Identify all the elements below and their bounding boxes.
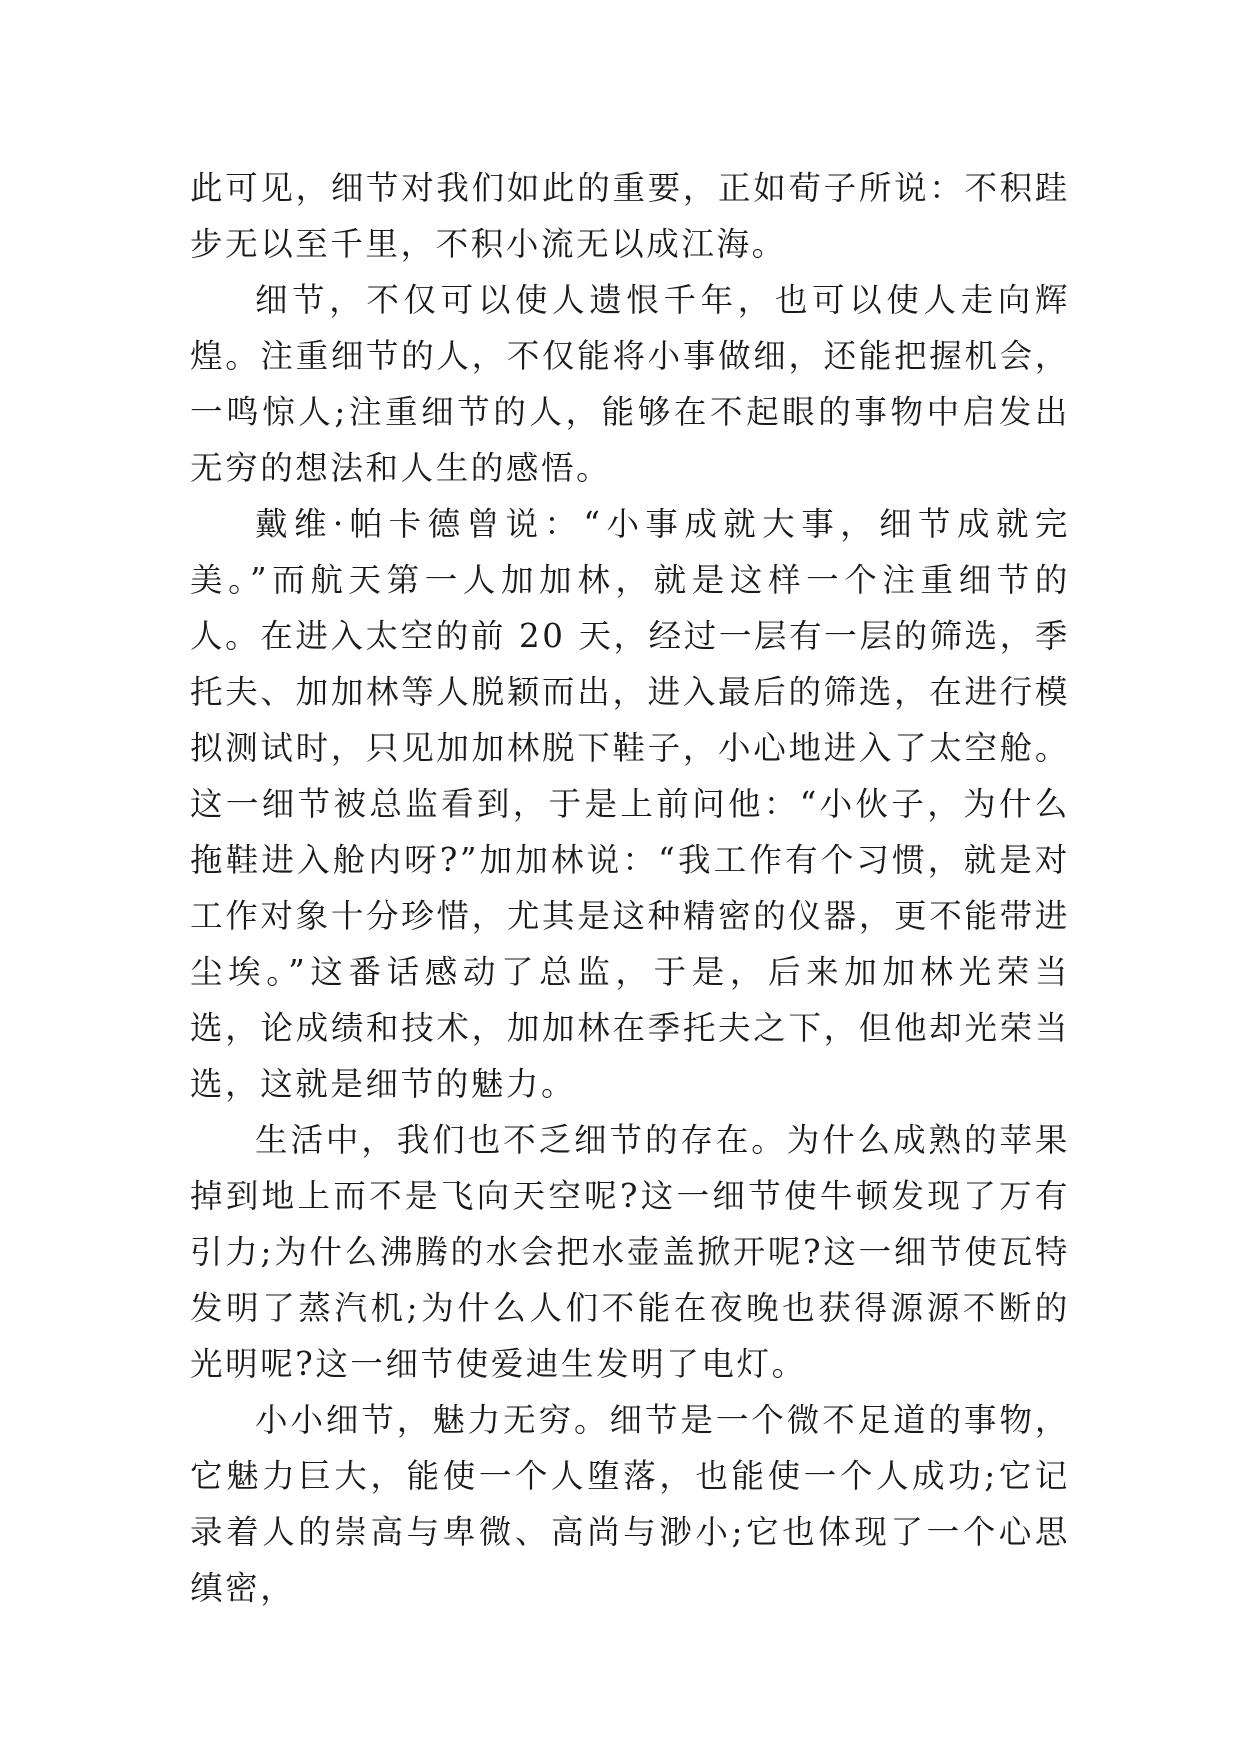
paragraph-details-charm: 小小细节，魅力无穷。细节是一个微不足道的事物，它魅力巨大，能使一个人堕落，也能使一个人成功;它记录着人的崇高与卑微、高尚与渺小;它也体现了一个心思缜密， bbox=[190, 1401, 1070, 1607]
paragraph-continuation: 此可见，细节对我们如此的重要，正如荀子所说：不积跬步无以至千里，不积小流无以成江海。 bbox=[190, 169, 1070, 263]
paragraph-details-glory: 细节，不仅可以使人遗恨千年，也可以使人走向辉煌。注重细节的人，不仅能将小事做细，还能把握机会，一鸣惊人;注重细节的人，能够在不起眼的事物中启发出无穷的想法和人生的感悟。 bbox=[190, 281, 1070, 487]
body-text bbox=[190, 160, 1070, 1616]
paragraph-gagarin-story: 戴维·帕卡德曾说：“小事成就大事，细节成就完美。”而航天第一人加加林，就是这样一个注重细节的人。在进入太空的前 20 天，经过一层有一层的筛选，季托夫、加加林等人脱颖而出，进入最后的筛选，在进行模拟测试时，只见加加林脱下鞋子，小心地进入了太空舱。这一细节被总监看到，于是上前问他：“小伙子，为什么拖鞋进入舱内呀?”加加林说：“我工作有个习惯，就是对工作对象十分珍惜，尤其是这种精密的仪器，更不能带进尘埃。”这番话感动了总监，于是，后来加加林光荣当选，论成绩和技术，加加林在季托夫之下，但他却光荣当选，这就是细节的魅力。 bbox=[190, 505, 1070, 1103]
paragraph-life-examples: 生活中，我们也不乏细节的存在。为什么成熟的苹果掉到地上而不是飞向天空呢?这一细节使牛顿发现了万有引力;为什么沸腾的水会把水壶盖掀开呢?这一细节使瓦特发明了蒸汽机;为什么人们不能在夜晚也获得源源不断的光明呢?这一细节使爱迪生发明了电灯。 bbox=[190, 1121, 1070, 1383]
